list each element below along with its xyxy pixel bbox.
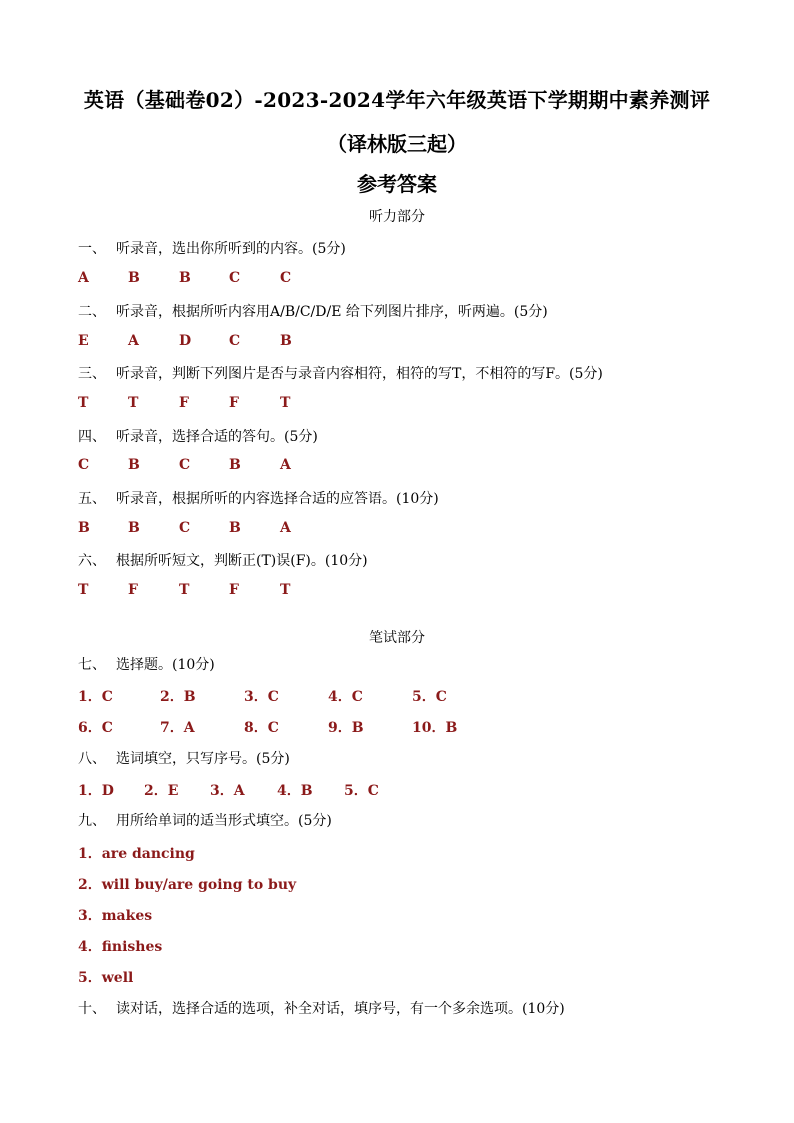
answer: 2．B — [160, 689, 196, 705]
section-5-instruction — [78, 488, 439, 508]
answer: 4．B — [277, 783, 313, 799]
answer: F — [179, 395, 189, 411]
section-8-instruction — [78, 748, 290, 768]
answer: B — [229, 520, 241, 536]
section-10-instruction — [78, 998, 565, 1018]
answer: A — [128, 333, 139, 349]
answer: C — [78, 457, 90, 473]
section-9-instruction — [78, 810, 332, 830]
answer: A — [78, 270, 89, 286]
answer: B — [78, 520, 90, 536]
answer: B — [128, 270, 140, 286]
section-text: 读对话，选择合适的选项，补全对话，填序号，有一个多余选项。(10分) — [116, 1001, 565, 1017]
section-2-instruction — [78, 301, 548, 321]
answer: C — [280, 270, 292, 286]
answer: C — [229, 333, 241, 349]
section-3-instruction — [78, 363, 603, 383]
answer: A — [280, 457, 291, 473]
writing-part-title: 笔试部分 — [369, 630, 425, 646]
answer: 10．B — [412, 720, 458, 736]
section-text: 根据所听短文，判断正(T)误(F)。(10分) — [116, 553, 368, 569]
answer: C — [179, 457, 191, 473]
answer: B — [280, 333, 292, 349]
section-number: 二、 — [78, 304, 106, 320]
answer: 5．C — [412, 689, 447, 705]
answer: B — [229, 457, 241, 473]
document-subtitle: （译林版三起） — [327, 132, 467, 156]
section-number: 九、 — [78, 813, 106, 829]
section-9-answer-1: 1．are dancing — [78, 846, 195, 862]
answer: F — [229, 395, 239, 411]
section-text: 用所给单词的适当形式填空。(5分) — [116, 813, 332, 829]
answer: 3．A — [210, 783, 245, 799]
section-number: 八、 — [78, 751, 106, 767]
section-number: 三、 — [78, 366, 106, 382]
section-9-answer-4: 4．finishes — [78, 939, 163, 955]
section-text: 听录音，判断下列图片是否与录音内容相符，相符的写T，不相符的写F。(5分) — [116, 366, 603, 382]
section-number: 四、 — [78, 429, 106, 445]
section-text: 听录音，选择合适的答句。(5分) — [116, 429, 318, 445]
section-1-instruction — [78, 238, 346, 258]
answer: T — [280, 582, 291, 598]
section-text: 听录音，选出你所听到的内容。(5分) — [116, 241, 346, 257]
section-number: 五、 — [78, 491, 106, 507]
section-9-answer-3: 3．makes — [78, 908, 153, 924]
answer: 1．D — [78, 783, 114, 799]
section-text: 听录音，根据所听内容用A/B/C/D/E 给下列图片排序，听两遍。(5分) — [116, 304, 548, 320]
answer: 7．A — [160, 720, 195, 736]
section-4-instruction — [78, 426, 318, 446]
answer: T — [128, 395, 139, 411]
answer: 2．E — [144, 783, 179, 799]
answer: C — [229, 270, 241, 286]
answer: E — [78, 333, 89, 349]
answer: B — [128, 520, 140, 536]
section-number: 七、 — [78, 657, 106, 673]
answer: B — [179, 270, 191, 286]
answer: 5．C — [344, 783, 379, 799]
answer: A — [280, 520, 291, 536]
section-7-instruction — [78, 654, 215, 674]
answer: 1．C — [78, 689, 113, 705]
section-text: 选词填空，只写序号。(5分) — [116, 751, 290, 767]
answer: T — [78, 395, 89, 411]
section-number: 一、 — [78, 241, 106, 257]
section-text: 听录音，根据所听的内容选择合适的应答语。(10分) — [116, 491, 439, 507]
section-number: 十、 — [78, 1001, 106, 1017]
answer: 9．B — [328, 720, 364, 736]
section-6-instruction — [78, 550, 368, 570]
answer: T — [280, 395, 291, 411]
listening-part-title: 听力部分 — [369, 209, 425, 225]
section-number: 六、 — [78, 553, 106, 569]
section-text: 选择题。(10分) — [116, 657, 215, 673]
answer: F — [229, 582, 239, 598]
answer: 4．C — [328, 689, 363, 705]
answer: 8．C — [244, 720, 279, 736]
answer: 3．C — [244, 689, 279, 705]
answer: D — [179, 333, 192, 349]
answer: 6．C — [78, 720, 113, 736]
answer: C — [179, 520, 191, 536]
answer-key-heading: 参考答案 — [357, 172, 437, 196]
answer: T — [179, 582, 190, 598]
answer: F — [128, 582, 138, 598]
section-9-answer-2: 2．will buy/are going to buy — [78, 877, 297, 893]
answer: T — [78, 582, 89, 598]
document-title: 英语（基础卷02）-2023-2024学年六年级英语下学期期中素养测评 — [83, 88, 711, 112]
answer: B — [128, 457, 140, 473]
section-9-answer-5: 5．well — [78, 970, 134, 986]
